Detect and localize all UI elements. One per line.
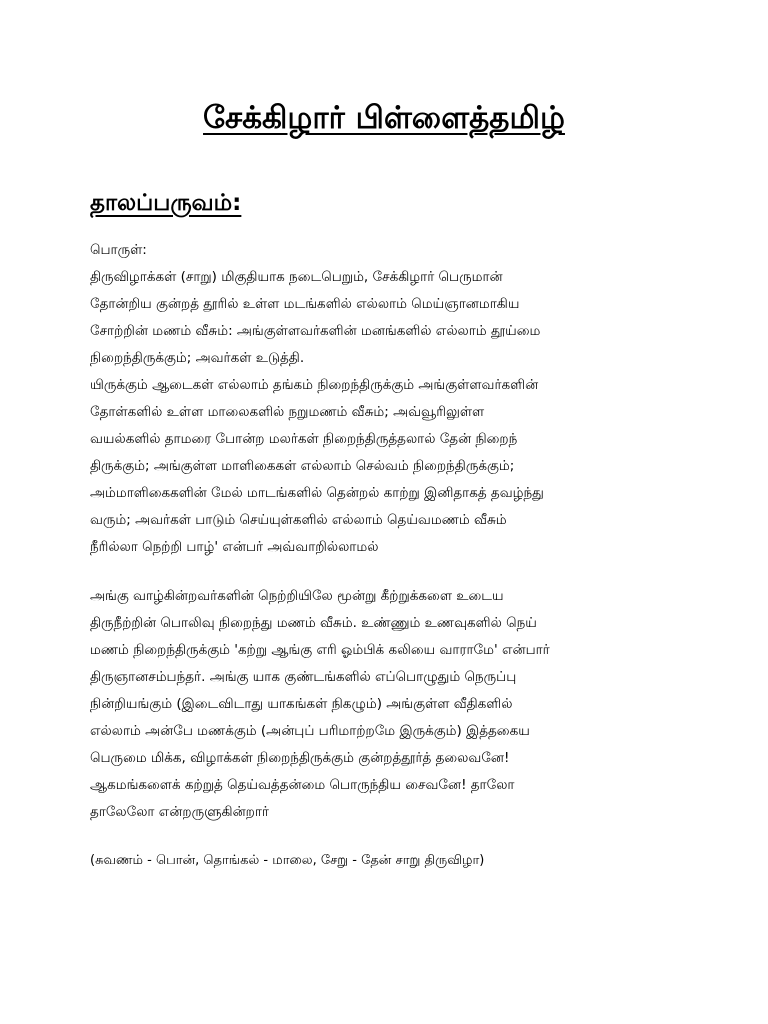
text-line: தோள்களில் உள்ள மாலைகளில் நறுமணம் வீசும்; அவ்வூரிலுள்ள [90, 404, 485, 420]
text-line: சோற்றின் மணம் வீசும்: அங்குள்ளவர்களின் மனங்களில் எல்லாம் தூய்மை [90, 323, 541, 339]
text-line: தாலேலோ என்றருளுகின்றார் [90, 804, 269, 820]
text-line: வரும்; அவர்கள் பாடும் செய்யுள்களில் எல்லாம் தெய்வமணம் வீசும் [90, 512, 507, 528]
text-line: அம்மாளிகைகளின் மேல் மாடங்களில் தென்றல் காற்று இனிதாகத் தவழ்ந்து [90, 485, 544, 501]
text-line: பொருள்: [90, 242, 147, 258]
text-line: திருவிழாக்கள் (சாறு) மிகுதியாக நடைபெறும், சேக்கிழார் பெருமான் [90, 269, 503, 285]
text-line: நிறைந்திருக்கும்; அவர்கள் உடுத்தி. [90, 350, 305, 366]
text-line: வயல்களில் தாமரை போன்ற மலர்கள் நிறைந்திருத்தலால் தேன் நிறைந் [90, 431, 518, 447]
text-line: (சுவணம் - பொன், தொங்கல் - மாலை, சேறு - தேன் சாறு திருவிழா) [90, 853, 485, 868]
paragraph-description [90, 583, 690, 826]
text-line: எல்லாம் அன்பே மணக்கும் (அன்புப் பரிமாற்றமே இருக்கும்) இத்தகைய [90, 723, 530, 739]
text-line: திருநீற்றின் பொலிவு நிறைந்து மணம் வீசும். உண்ணும் உணவுகளில் நெய் [90, 615, 537, 631]
glossary-note [90, 847, 690, 874]
document-title-text: சேக்கிழார் பிள்ளைத்தமிழ் [203, 100, 565, 136]
text-line: யிருக்கும் ஆடைகள் எல்லாம் தங்கம் நிறைந்திருக்கும் அங்குள்ளவர்களின் [90, 377, 539, 393]
document-title [0, 96, 768, 140]
text-line: மணம் நிறைந்திருக்கும் 'கற்று ஆங்கு எரி ஓம்பிக் கலியை வாராமே' என்பார் [90, 642, 550, 658]
text-line: பெருமை மிக்க, விழாக்கள் நிறைந்திருக்கும் குன்றத்தூர்த் தலைவனே! [90, 750, 510, 766]
paragraph-meaning [90, 237, 690, 561]
text-line: அங்கு வாழ்கின்றவர்களின் நெற்றியிலே மூன்று கீற்றுக்களை உடைய [90, 588, 504, 604]
text-line: நின்றியங்கும் (இடைவிடாது யாகங்கள் நிகழும்) அங்குள்ள வீதிகளில் [90, 696, 513, 712]
text-line: ஆகமங்களைக் கற்றுத் தெய்வத்தன்மை பொருந்திய சைவனே! தாலோ [90, 777, 515, 793]
text-line: தோன்றிய குன்றத் தூரில் உள்ள மடங்களில் எல்லாம் மெய்ஞானமாகிய [90, 296, 520, 312]
text-line: திருஞானசம்பந்தர். அங்கு யாக குண்டங்களில் எப்பொழுதும் நெருப்பு [90, 669, 517, 685]
section-heading: தாலப்பருவம்: [90, 190, 242, 216]
text-line: திருக்கும்; அங்குள்ள மாளிகைகள் எல்லாம் செல்வம் நிறைந்திருக்கும்; [90, 458, 515, 474]
text-line: நீரில்லா நெற்றி பாழ்' என்பர் அவ்வாறில்லாமல் [90, 539, 379, 555]
